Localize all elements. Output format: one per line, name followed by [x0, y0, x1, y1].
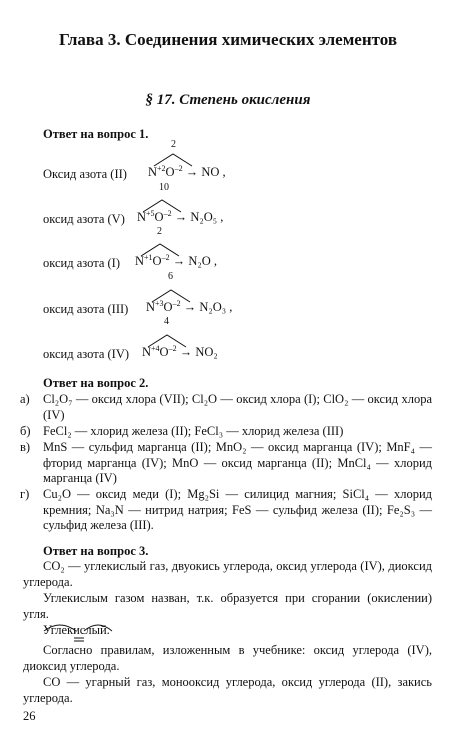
q1-item-label: оксид азота (I) [43, 256, 121, 270]
list-item-text: Cu₂O — оксид меди (I); Mg₂Si — силицид магния; SiCl₄ — хлорид кремния; Na₃N — нитрид натрия; FeS — сульфид железа (II); Fe₂S₃ — сульфид железа (III). [43, 487, 432, 532]
list-marker: а) [20, 392, 30, 406]
list-marker: в) [20, 440, 31, 454]
q1-item-label: оксид азота (III) [43, 302, 129, 316]
list-item-text: MnS — сульфид марганца (II); MnO₂ — оксид марганца (IV); MnF₄ — фторид марганца (IV); MnO — оксид марганца (II); MnCl₄ — хлорид марганца (IV) [43, 440, 432, 485]
q3-paragraph: CO — угарный газ, монооксид углерода, оксид углерода (II), закись углерода. [23, 675, 432, 705]
word-root: Угле [43, 623, 68, 637]
electron-count: 2 [157, 226, 162, 237]
list-item-text: FeCl₂ — хлорид железа (II); FeCl₃ — хлорид железа (III) [43, 424, 344, 438]
q3-paragraph: Согласно правилам, изложенным в учебнике: оксид углерода (IV), диоксид углерода. [23, 643, 432, 673]
electron-count: 6 [168, 271, 173, 282]
q3-heading: Ответ на вопрос 3. [43, 544, 149, 558]
page-number: 26 [23, 709, 36, 723]
electron-count: 2 [171, 139, 176, 150]
list-item-text: Cl₂O₇ — оксид хлора (VII); Cl₂O — оксид хлора (I); ClO₂ — оксид хлора (IV) [43, 392, 432, 422]
q1-item-formula: $N^{+2}O^{-2}$ → NO , [148, 163, 226, 179]
chapter-title: Глава 3. Соединения химических элементов [58, 30, 398, 49]
list-item [20, 487, 432, 534]
section-title: § 17. Степень окисления [145, 92, 311, 108]
q1-item-formula: $N^{+3}O^{-2} \to N_2O_3$ , [146, 298, 233, 314]
q1-item-label: оксид азота (V) [43, 212, 125, 226]
electron-count: 10 [159, 182, 169, 193]
electron-count: 4 [164, 316, 169, 327]
word-ending: ый. [91, 623, 110, 637]
list-item [20, 392, 432, 423]
list-item [20, 440, 432, 487]
connector-mark-icon [72, 636, 86, 642]
list-marker: б) [20, 424, 31, 438]
q1-heading: Ответ на вопрос 1. [43, 127, 149, 141]
q1-item-formula: $N^{+4}O^{-2} \to NO_2$ [142, 343, 218, 359]
q1-item-label: Оксид азота (II) [43, 167, 127, 181]
word-root: кисл [67, 623, 92, 637]
q2-heading: Ответ на вопрос 2. [43, 376, 149, 390]
q1-item-formula: $N^{+5}O^{-2} \to N_2O_5$ , [137, 208, 224, 224]
q1-item-label: оксид азота (IV) [43, 347, 130, 361]
list-item [20, 424, 432, 440]
q1-item-formula: $N^{+1}O^{-2} \to N_2O$ , [135, 252, 217, 268]
list-marker: г) [20, 487, 30, 501]
q3-paragraph: CO₂ — углекислый газ, двуокись углерода, оксид углерода (IV), диоксид углерода. [23, 559, 432, 589]
q3-paragraph: Углекислым газом назван, т.к. образуется при сгорании (окислении) угля. [23, 591, 432, 621]
